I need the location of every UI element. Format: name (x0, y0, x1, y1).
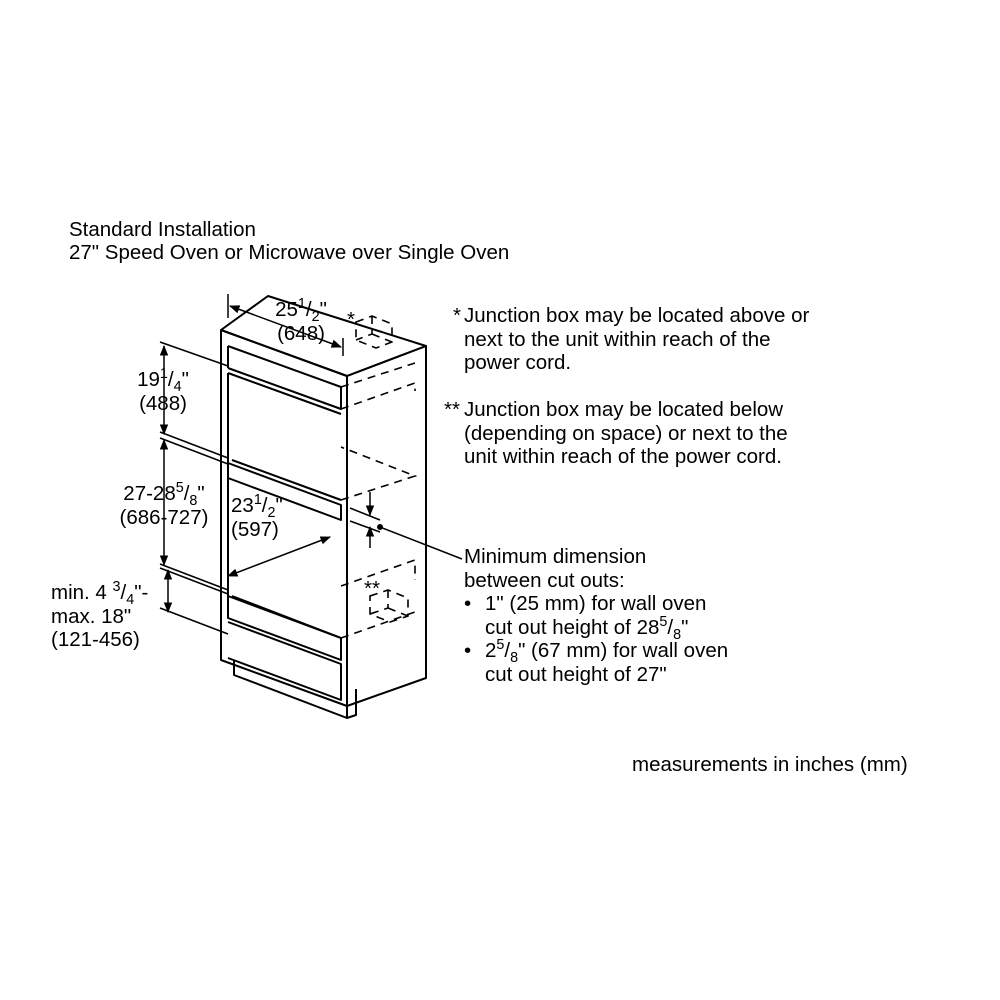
bullet-2: • (464, 639, 472, 662)
base-opening (228, 622, 341, 700)
measurement-units-note: measurements in inches (mm) (632, 753, 908, 776)
title-line-2: 27" Speed Oven or Microwave over Single Oven (69, 241, 510, 264)
title-line-1: Standard Installation (69, 218, 256, 241)
junction-bottom-label: ** (364, 577, 380, 600)
upper-height-label: $19^1/_4$" (488) (137, 366, 189, 415)
note-double-star: Junction box may be located below (depending on space) or next to the unit within reach of the power cord. (464, 398, 788, 468)
note-single-star-mark: * (453, 304, 461, 327)
junction-box-top (356, 316, 392, 348)
upper-hidden-line (341, 363, 415, 409)
width-label: $25^1/_2$" (648) (275, 296, 327, 345)
min-dimension-leader (380, 527, 462, 559)
bullet-1: • (464, 592, 472, 615)
top-opening (228, 346, 341, 409)
note-double-star-mark: ** (444, 398, 460, 421)
depth-dimension-line (228, 537, 330, 576)
cutout-height-label: $27-28^5/_8$" (686-727) (119, 480, 209, 529)
mid-hidden-line (341, 447, 415, 500)
note-single-star: Junction box may be located above or next to the unit within reach of the power cord. (464, 304, 810, 374)
min-dimension-item-1: 1" (25 mm) for wall oven cut out height of $28^5/_8$" (485, 592, 707, 643)
base-height-label: min. 4 $^3/_4"-$ max. 18" (121-456) (51, 579, 149, 651)
upper-cutout-outline (228, 373, 341, 463)
junction-top-label: * (347, 308, 355, 331)
min-dimension-item-2: $2^5/_8$" (67 mm) for wall oven cut out height of 27" (485, 637, 729, 686)
min-dimension-heading: Minimum dimension between cut outs: (464, 545, 647, 592)
depth-label: $23^1/_2$" (597) (231, 492, 283, 541)
toe-kick (234, 660, 356, 718)
cabinet-right-side (347, 346, 426, 706)
